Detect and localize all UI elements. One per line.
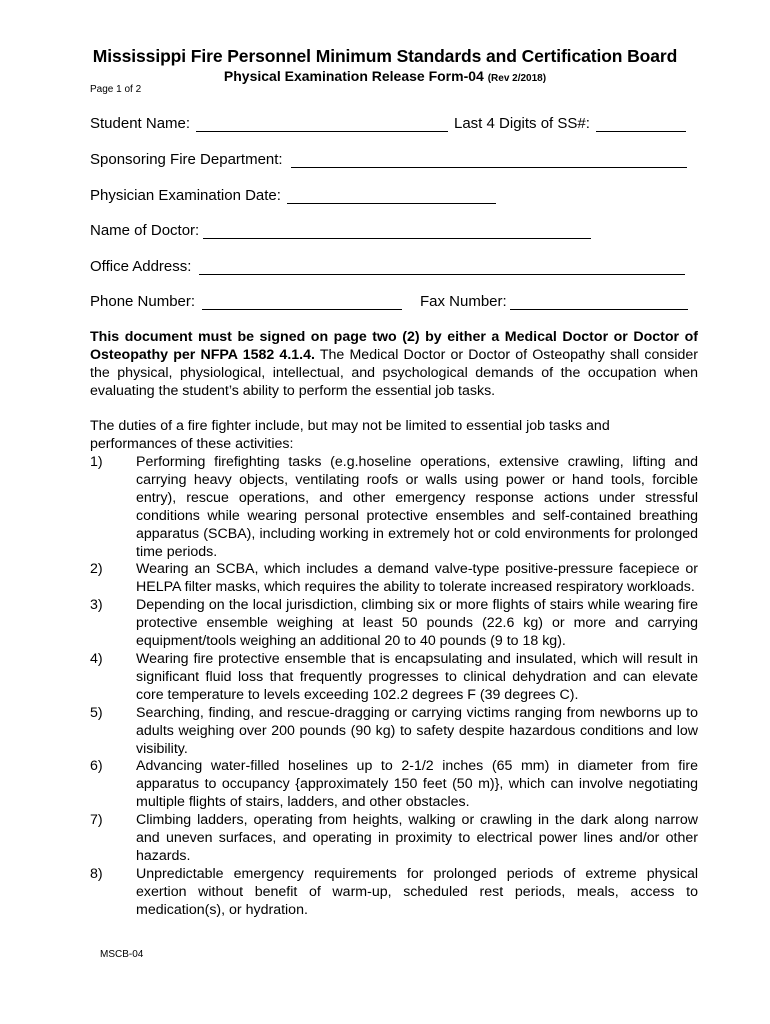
revision-label: (Rev 2/2018)	[487, 73, 547, 84]
duty-item	[90, 866, 698, 920]
duty-item	[90, 597, 698, 651]
form-subtitle-text: Physical Examination Release Form-04	[223, 68, 484, 84]
duty-item	[90, 651, 698, 705]
duty-text: Wearing fire protective ensemble that is encapsulating and insulated, which will result in significant fluid loss that frequently progresses to clinical dehydration and can elevate core temperature to levels exceeding 102.2 degrees F (39 degrees C).	[136, 650, 698, 703]
sponsoring-department-label: Sponsoring Fire Department:	[90, 151, 283, 168]
duty-text: Searching, finding, and rescue-dragging or carrying victims ranging from newborns up to adults weighing over 200 pounds (90 kg) to safety despite hazardous conditions and low visibility.	[136, 704, 698, 757]
duty-number: 5)	[90, 704, 103, 721]
office-address-label: Office Address:	[90, 258, 192, 275]
doctor-name-field[interactable]	[203, 238, 591, 239]
duty-item	[90, 705, 698, 759]
duty-text: Wearing an SCBA, which includes a demand valve-type positive-pressure facepiece or HELPA filter masks, which requires the ability to tolerate increased respiratory workloads.	[136, 561, 698, 596]
duty-item	[90, 758, 698, 812]
duty-text: Climbing ladders, operating from heights, walking or crawling in the dark along narrow and uneven surfaces, and operating in proximity to electrical power lines and/or other hazards.	[136, 812, 698, 864]
duty-number: 2)	[90, 561, 103, 578]
row-doctor	[90, 222, 700, 242]
row-sponsor	[90, 151, 700, 171]
signature-notice-bold: This document must be signed on page two (2) by either a Medical Doctor or Doctor of Osteopathy per NFPA 1582 4.1.4.	[90, 329, 698, 363]
duty-text: Depending on the local jurisdiction, climbing six or more flights of stairs while wearing fire protective ensemble weighing at least 50 pounds (22.6 kg) or more and carrying equipment/tools weighing an additional 20 to 40 pounds (9 to 18 kg).	[136, 597, 698, 650]
form-subtitle	[0, 68, 770, 84]
duty-item	[90, 454, 698, 561]
office-address-field[interactable]	[199, 274, 685, 275]
ss-digits-field[interactable]	[596, 131, 686, 132]
row-exam-date	[90, 187, 700, 207]
fax-number-label: Fax Number:	[420, 293, 507, 310]
doctor-name-label: Name of Doctor:	[90, 222, 200, 239]
row-address	[90, 258, 700, 278]
duty-text: Unpredictable emergency requirements for prolonged periods of extreme physical exertion without benefit of warm-up, scheduled rest periods, meals, access to medication(s), or hydration.	[136, 865, 698, 918]
duty-text: Performing firefighting tasks (e.g.hoseline operations, extensive crawling, lifting and carrying heavy objects, ventilating roofs or walls using power or hand tools, forcible entry), rescue operations, and other emergency response actions under stressful conditions while wearing personal protective ensembles and self-contained breathing apparatus (SCBA), including working in extremely hot or cold environments for prolonged time periods.	[136, 454, 698, 560]
row-phone-fax	[90, 293, 700, 313]
duty-number: 4)	[90, 650, 103, 667]
student-name-label: Student Name:	[90, 115, 191, 132]
duty-text: Advancing water-filled hoselines up to 2-1/2 inches (65 mm) in diameter from fire apparatus to occupancy {approximately 150 feet (50 m)}, which can involve negotiating multiple flights of stairs, ladders, and other obstacles.	[136, 758, 698, 811]
duty-item	[90, 812, 698, 866]
exam-date-field[interactable]	[287, 203, 496, 204]
row-student	[90, 115, 700, 135]
phone-number-field[interactable]	[202, 309, 402, 310]
duty-number: 3)	[90, 597, 103, 614]
duty-number: 8)	[90, 865, 103, 882]
duty-number: 7)	[90, 812, 103, 829]
form-code: MSCB-04	[100, 949, 144, 960]
duties-intro: The duties of a fire fighter include, but may not be limited to essential job tasks and performances of these activities:	[90, 418, 610, 452]
page-number: Page 1 of 2	[90, 84, 142, 95]
signature-notice	[90, 329, 698, 401]
duty-item	[90, 561, 698, 597]
phone-number-label: Phone Number:	[90, 293, 196, 310]
exam-date-label: Physician Examination Date:	[90, 187, 281, 204]
duty-number: 6)	[90, 758, 103, 775]
ss-digits-label: Last 4 Digits of SS#:	[454, 115, 590, 132]
fax-number-field[interactable]	[510, 309, 688, 310]
student-name-field[interactable]	[196, 131, 448, 132]
form-title: Mississippi Fire Personnel Minimum Standards and Certification Board	[92, 46, 678, 66]
signature-notice-text: The Medical Doctor or Doctor of Osteopathy shall consider the physical, physiological, intellectual, and psychological demands of the occupation when evaluating the student’s ability to perform the essential job tasks.	[90, 346, 698, 399]
duties-list	[90, 454, 698, 920]
sponsoring-department-field[interactable]	[291, 167, 687, 168]
duty-number: 1)	[90, 454, 103, 470]
